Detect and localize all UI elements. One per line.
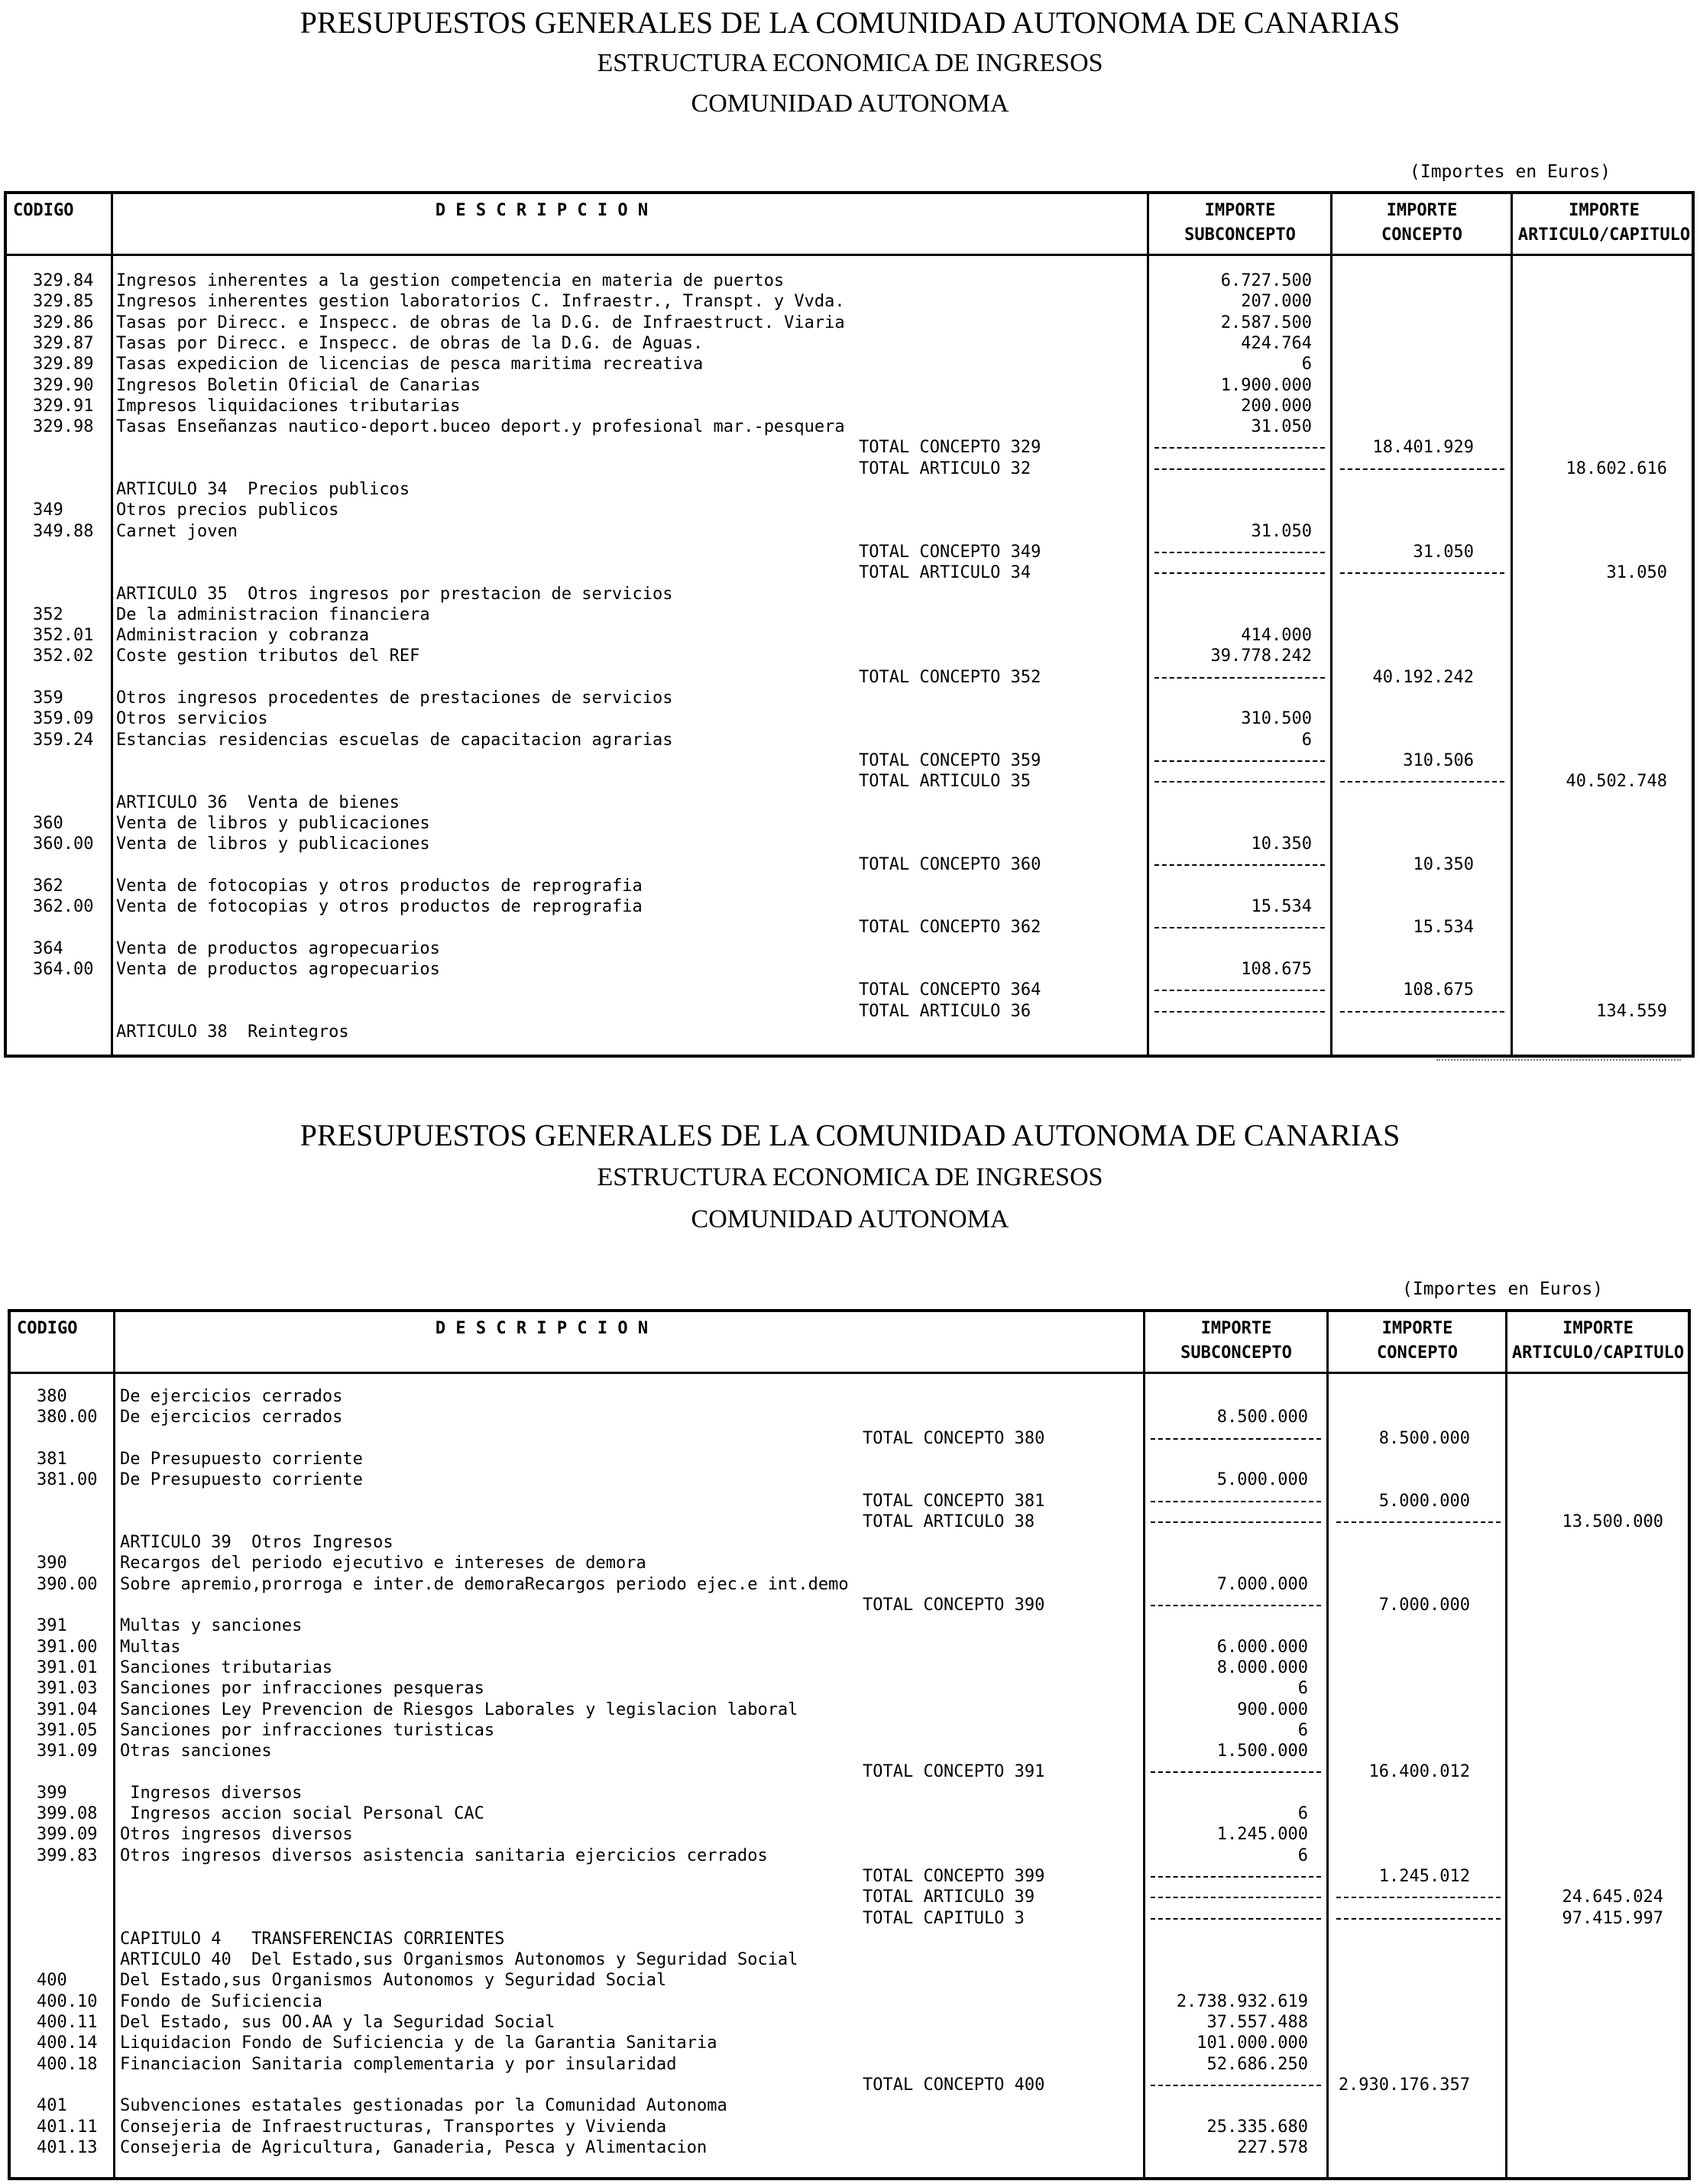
row-code: 360: [33, 813, 63, 833]
row-description: ARTICULO 36 Venta de bienes: [116, 792, 400, 812]
row-description: Otros ingresos procedentes de prestaciones de servicios: [116, 689, 673, 708]
row-total-label: TOTAL ARTICULO 38: [863, 1512, 1035, 1531]
row-code: 352.02: [33, 646, 94, 666]
importe-subconcepto: 10.350: [1251, 834, 1312, 854]
row-description: Ingresos accion social Personal CAC: [120, 1804, 484, 1823]
table-row: [11, 1574, 1688, 1595]
importe-subconcepto: 8.000.000: [1216, 1657, 1308, 1677]
table-row: [7, 813, 1692, 834]
table-row: [7, 521, 1692, 542]
row-description: Del Estado, sus OO.AA y la Seguridad Social: [120, 2013, 555, 2032]
row-code: 401: [37, 2096, 67, 2116]
table-row: [11, 1512, 1688, 1532]
row-total-label: TOTAL CONCEPTO 391: [863, 1762, 1045, 1782]
dashed-rule: [1151, 1771, 1321, 1773]
row-total-label: TOTAL CONCEPTO 380: [863, 1428, 1045, 1448]
table-row: [11, 1428, 1688, 1449]
row-description: Multas: [120, 1637, 181, 1657]
row-total-label: TOTAL CONCEPTO 399: [863, 1866, 1045, 1886]
importe-concepto: 8.500.000: [1378, 1428, 1470, 1448]
table-row: [11, 1887, 1688, 1907]
table-row: [11, 1657, 1688, 1678]
table-row: [7, 854, 1692, 875]
row-description: Venta de fotocopias y otros productos de reprografia: [116, 876, 643, 896]
dashed-rule: [1340, 468, 1504, 470]
importe-subconcepto: 1.245.000: [1216, 1825, 1308, 1845]
row-description: Sanciones tributarias: [120, 1657, 333, 1677]
table-row: [11, 1678, 1688, 1699]
row-description: Subvenciones estatales gestionadas por la Comunidad Autonoma: [120, 2096, 727, 2116]
table-row: [11, 1470, 1688, 1490]
row-code: 352.01: [33, 626, 94, 646]
row-code: 380: [37, 1387, 67, 1406]
row-code: 400: [37, 1971, 67, 1991]
importe-subconcepto: 227.578: [1237, 2137, 1308, 2157]
row-description: De Presupuesto corriente: [120, 1449, 363, 1469]
importe-subconcepto: 6: [1297, 1679, 1308, 1699]
row-description: Multas y sanciones: [120, 1616, 303, 1636]
budget-table: [8, 1309, 1691, 2180]
row-code: 391.05: [37, 1720, 98, 1740]
row-description: ARTICULO 35 Otros ingresos por prestacion de servicios: [116, 584, 673, 604]
row-code: 391.00: [37, 1637, 98, 1657]
row-code: 391.03: [37, 1679, 98, 1699]
row-code: 362.00: [33, 897, 94, 916]
importe-concepto: 16.400.012: [1368, 1762, 1470, 1782]
dashed-rule: [1336, 1521, 1501, 1523]
row-code: 390.00: [37, 1574, 98, 1594]
row-total-label: TOTAL CONCEPTO 349: [859, 542, 1041, 562]
importe-subconcepto: 207.000: [1241, 292, 1312, 312]
table-row: [11, 1386, 1688, 1407]
importe-concepto: 310.506: [1403, 750, 1474, 770]
row-description: ARTICULO 38 Reintegros: [116, 1022, 349, 1042]
row-description: Consejeria de Infraestructuras, Transportes y Vivienda: [120, 2117, 667, 2137]
dashed-rule: [1154, 447, 1325, 449]
importe-concepto: 5.000.000: [1378, 1491, 1470, 1511]
row-description: ARTICULO 40 Del Estado,sus Organismos Autonomos y Seguridad Social: [120, 1950, 798, 1970]
row-total-label: TOTAL CAPITULO 3: [863, 1908, 1025, 1928]
row-description: De ejercicios cerrados: [120, 1387, 343, 1406]
row-description: Financiacion Sanitaria complementaria y por insularidad: [120, 2054, 677, 2074]
dashed-rule: [1154, 1011, 1325, 1013]
document-title: PRESUPUESTOS GENERALES DE LA COMUNIDAD AUTONOMA DE CANARIAS: [300, 1118, 1400, 1152]
table-row: [7, 688, 1692, 708]
row-code: 329.87: [33, 333, 94, 353]
importe-subconcepto: 7.000.000: [1216, 1574, 1308, 1594]
importe-concepto: 1.245.012: [1378, 1866, 1470, 1886]
row-code: 391.09: [37, 1742, 98, 1761]
dashed-rule: [1154, 760, 1325, 762]
row-total-label: TOTAL CONCEPTO 360: [859, 855, 1041, 875]
table-row: [7, 792, 1692, 813]
document-subtitle-2: COMUNIDAD AUTONOMA: [691, 89, 1009, 118]
table-row: [7, 333, 1692, 354]
table-row: [7, 604, 1692, 625]
importe-subconcepto: 310.500: [1241, 709, 1312, 729]
row-description: Coste gestion tributos del REF: [116, 646, 420, 666]
importe-articulo: 13.500.000: [1562, 1512, 1663, 1531]
row-code: 329.85: [33, 292, 94, 312]
table-row: [7, 396, 1692, 416]
row-total-label: TOTAL CONCEPTO 381: [863, 1491, 1045, 1511]
importe-subconcepto: 6.727.500: [1220, 271, 1312, 290]
table-row: [11, 1783, 1688, 1803]
row-total-label: TOTAL CONCEPTO 400: [863, 2075, 1045, 2095]
document-subtitle: ESTRUCTURA ECONOMICA DE INGRESOS: [597, 1163, 1103, 1191]
document-subtitle: ESTRUCTURA ECONOMICA DE INGRESOS: [597, 49, 1103, 77]
importe-concepto: 15.534: [1413, 918, 1474, 938]
table-row: [7, 708, 1692, 729]
units-note: (Importes en Euros): [1410, 162, 1611, 182]
row-total-label: TOTAL CONCEPTO 359: [859, 750, 1041, 770]
row-code: 399.08: [37, 1804, 98, 1823]
row-description: Sanciones Ley Prevencion de Riesgos Laborales y legislacion laboral: [120, 1700, 798, 1719]
importe-subconcepto: 15.534: [1251, 897, 1312, 916]
table-row: [11, 1991, 1688, 2012]
table-row: [7, 584, 1692, 604]
row-total-label: TOTAL ARTICULO 36: [859, 1001, 1031, 1021]
header-importe-concepto: IMPORTE CONCEPTO: [1381, 201, 1462, 245]
table-row: [11, 1761, 1688, 1782]
dashed-rule: [1154, 552, 1325, 553]
table-row: [11, 1949, 1688, 1970]
dashed-rule: [1154, 468, 1325, 470]
row-code: 364: [33, 938, 63, 958]
importe-subconcepto: 424.764: [1241, 333, 1312, 353]
dashed-rule: [1340, 572, 1504, 574]
row-description: Sanciones por infracciones pesqueras: [120, 1679, 484, 1699]
row-total-label: TOTAL ARTICULO 39: [863, 1888, 1035, 1907]
dashed-rule: [1151, 1438, 1321, 1440]
row-code: 391.04: [37, 1700, 98, 1719]
importe-subconcepto: 6: [1301, 355, 1312, 374]
row-description: Impresos liquidaciones tributarias: [116, 396, 461, 416]
table-row: [7, 980, 1692, 1000]
table-row: [7, 354, 1692, 374]
row-code: 399.83: [37, 1845, 98, 1865]
header-importe-subconcepto: IMPORTE SUBCONCEPTO: [1184, 201, 1296, 245]
table-row: [7, 313, 1692, 333]
importe-subconcepto: 414.000: [1241, 626, 1312, 646]
row-code: 352: [33, 604, 63, 624]
table-row: [7, 876, 1692, 896]
table-row: [11, 2054, 1688, 2075]
row-code: 329.86: [33, 313, 94, 332]
importe-articulo: 18.602.616: [1566, 459, 1667, 478]
importe-subconcepto: 52.686.250: [1206, 2054, 1308, 2074]
row-code: 329.98: [33, 417, 94, 437]
dashed-rule: [1154, 864, 1325, 866]
row-description: De ejercicios cerrados: [120, 1408, 343, 1427]
dashed-rule: [1151, 2085, 1321, 2086]
row-code: 329.84: [33, 271, 94, 290]
table-row: [7, 291, 1692, 312]
row-description: Venta de productos agropecuarios: [116, 938, 440, 958]
dashed-rule: [1154, 990, 1325, 991]
importe-subconcepto: 900.000: [1237, 1700, 1308, 1719]
row-description: Tasas Enseñanzas nautico-deport.buceo deport.y profesional mar.-pesquera: [116, 417, 845, 437]
header-importe-articulo-capitulo: IMPORTE ARTICULO/CAPITULO: [1517, 201, 1691, 245]
importe-subconcepto: 39.778.242: [1210, 646, 1312, 666]
importe-articulo: 31.050: [1606, 563, 1667, 583]
table-row: [11, 1491, 1688, 1512]
row-code: 359.24: [33, 730, 94, 750]
row-code: 359.09: [33, 709, 94, 729]
table-row: [11, 2012, 1688, 2033]
row-description: ARTICULO 39 Otros Ingresos: [120, 1533, 393, 1553]
dashed-rule: [1340, 781, 1504, 783]
table-row: [11, 2095, 1688, 2116]
dashed-rule: [1151, 1501, 1321, 1502]
header-descripcion: D E S C R I P C I O N: [435, 201, 649, 220]
importe-concepto: 108.675: [1403, 980, 1474, 1000]
table-row: [11, 1824, 1688, 1845]
row-code: 329.90: [33, 375, 94, 395]
row-code: 400.11: [37, 2013, 98, 2032]
importe-subconcepto: 8.500.000: [1216, 1408, 1308, 1427]
table-row: [7, 917, 1692, 938]
importe-subconcepto: 1.900.000: [1220, 375, 1312, 395]
row-code: 399: [37, 1783, 67, 1803]
row-code: 400.18: [37, 2054, 98, 2074]
row-description: Fondo de Suficiencia: [120, 1991, 322, 2011]
importe-articulo: 134.559: [1596, 1001, 1667, 1021]
row-total-label: TOTAL ARTICULO 34: [859, 563, 1031, 583]
row-code: 380.00: [37, 1408, 98, 1427]
importe-concepto: 10.350: [1413, 855, 1474, 875]
importe-subconcepto: 6: [1297, 1720, 1308, 1740]
dashed-rule: [1154, 927, 1325, 928]
row-total-label: TOTAL CONCEPTO 329: [859, 438, 1041, 458]
table-row: [11, 1866, 1688, 1887]
header-importe-subconcepto: IMPORTE SUBCONCEPTO: [1180, 1319, 1292, 1363]
row-description: Tasas por Direcc. e Inspecc. de obras de la D.G. de Infraestruct. Viaria: [116, 313, 845, 332]
importe-concepto: 7.000.000: [1378, 1596, 1470, 1615]
table-row: [11, 1970, 1688, 1991]
row-description: Otros ingresos diversos: [120, 1825, 353, 1845]
importe-articulo: 97.415.997: [1562, 1908, 1663, 1928]
row-description: Recargos del periodo ejecutivo e intereses de demora: [120, 1554, 646, 1573]
row-description: ARTICULO 34 Precios publicos: [116, 480, 410, 499]
row-description: CAPITULO 4 TRANSFERENCIAS CORRIENTES: [120, 1929, 505, 1949]
row-total-label: TOTAL ARTICULO 32: [859, 459, 1031, 478]
table-row: [7, 625, 1692, 646]
importe-subconcepto: 2.587.500: [1220, 313, 1312, 332]
dashed-rule: [1151, 1876, 1321, 1878]
row-code: 400.10: [37, 1991, 98, 2011]
row-code: 399.09: [37, 1825, 98, 1845]
importe-subconcepto: 25.335.680: [1206, 2117, 1308, 2137]
row-description: Venta de fotocopias y otros productos de reprografia: [116, 897, 643, 916]
table-row: [7, 562, 1692, 583]
table-row: [11, 1595, 1688, 1615]
budget-table: [4, 191, 1695, 1058]
table-row: [7, 542, 1692, 562]
table-row: [7, 938, 1692, 959]
units-note: (Importes en Euros): [1402, 1279, 1604, 1299]
table-row: [11, 1803, 1688, 1824]
importe-subconcepto: 108.675: [1241, 959, 1312, 979]
row-description: Venta de libros y publicaciones: [116, 813, 430, 833]
row-description: Liquidacion Fondo de Suficiencia y de la Garantia Sanitaria: [120, 2033, 717, 2053]
row-description: Ingresos Boletin Oficial de Canarias: [116, 375, 481, 395]
header-descripcion: D E S C R I P C I O N: [435, 1319, 649, 1338]
importe-subconcepto: 6: [1297, 1804, 1308, 1823]
importe-subconcepto: 6.000.000: [1216, 1637, 1308, 1657]
row-description: Otros servicios: [116, 709, 268, 729]
table-row: [7, 437, 1692, 458]
row-code: 381.00: [37, 1470, 98, 1490]
importe-subconcepto: 31.050: [1251, 417, 1312, 437]
table-row: [11, 1407, 1688, 1427]
row-description: Otros precios publicos: [116, 501, 339, 520]
row-code: 329.91: [33, 396, 94, 416]
table-row: [11, 2033, 1688, 2053]
row-description: Sanciones por infracciones turisticas: [120, 1720, 495, 1740]
table-row: [7, 959, 1692, 980]
table-row: [7, 459, 1692, 479]
table-row: [7, 416, 1692, 437]
dashed-rule: [1154, 572, 1325, 574]
row-code: 381: [37, 1449, 67, 1469]
row-description: Otras sanciones: [120, 1742, 272, 1761]
document-subtitle-2: COMUNIDAD AUTONOMA: [691, 1205, 1009, 1233]
dashed-rule: [1151, 1918, 1321, 1920]
table-row: [11, 1637, 1688, 1657]
table-row: [7, 896, 1692, 917]
dashed-rule: [1336, 1918, 1501, 1920]
row-total-label: TOTAL CONCEPTO 362: [859, 918, 1041, 938]
table-row: [11, 1615, 1688, 1636]
table-row: [7, 1022, 1692, 1042]
importe-subconcepto: 6: [1297, 1845, 1308, 1865]
table-row: [11, 1845, 1688, 1866]
dashed-rule: [1154, 677, 1325, 679]
row-description: Venta de libros y publicaciones: [116, 834, 430, 854]
importe-articulo: 40.502.748: [1566, 772, 1667, 792]
table-row: [7, 375, 1692, 396]
table-row: [7, 271, 1692, 291]
importe-subconcepto: 37.557.488: [1206, 2013, 1308, 2032]
row-description: De la administracion financiera: [116, 604, 430, 624]
importe-subconcepto: 1.500.000: [1216, 1742, 1308, 1761]
dashed-rule: [1151, 1605, 1321, 1606]
importe-articulo: 24.645.024: [1562, 1888, 1663, 1907]
table-row: [7, 771, 1692, 792]
table-row: [11, 1700, 1688, 1720]
row-code: 349: [33, 501, 63, 520]
row-code: 400.14: [37, 2033, 98, 2053]
row-code: 391.01: [37, 1657, 98, 1677]
row-code: 359: [33, 689, 63, 708]
dashed-rule: [1336, 1897, 1501, 1898]
row-code: 349.88: [33, 521, 94, 541]
row-total-label: TOTAL CONCEPTO 352: [859, 667, 1041, 687]
row-description: Del Estado,sus Organismos Autonomos y Seguridad Social: [120, 1971, 667, 1991]
dashed-rule: [1151, 1521, 1321, 1523]
row-code: 390: [37, 1554, 67, 1573]
table-row: [11, 2075, 1688, 2095]
header-codigo: CODIGO: [13, 201, 74, 220]
row-description: De Presupuesto corriente: [120, 1470, 363, 1490]
row-description: Administracion y cobranza: [116, 626, 370, 646]
row-description: Ingresos diversos: [120, 1783, 303, 1803]
row-code: 401.11: [37, 2117, 98, 2137]
table-row: [11, 1449, 1688, 1470]
table-row: [7, 667, 1692, 688]
importe-concepto: 2.930.176.357: [1338, 2075, 1470, 2095]
importe-concepto: 40.192.242: [1372, 667, 1474, 687]
importe-subconcepto: 6: [1301, 730, 1312, 750]
importe-concepto: 31.050: [1413, 542, 1474, 562]
dashed-rule: [1151, 1897, 1321, 1898]
row-description: Tasas expedicion de licencias de pesca maritima recreativa: [116, 355, 704, 374]
table-row: [11, 2137, 1688, 2158]
table-row: [7, 1001, 1692, 1022]
dashed-rule: [1154, 781, 1325, 783]
row-code: 364.00: [33, 959, 94, 979]
table-row: [7, 834, 1692, 854]
row-description: Estancias residencias escuelas de capacitacion agrarias: [116, 730, 673, 750]
table-row: [11, 2117, 1688, 2137]
row-code: 362: [33, 876, 63, 896]
row-description: Tasas por Direcc. e Inspecc. de obras de la D.G. de Aguas.: [116, 333, 704, 353]
row-description: Otros ingresos diversos asistencia sanitaria ejercicios cerrados: [120, 1845, 768, 1865]
row-total-label: TOTAL CONCEPTO 364: [859, 980, 1041, 1000]
header-importe-concepto: IMPORTE CONCEPTO: [1377, 1319, 1458, 1363]
table-row: [11, 1741, 1688, 1761]
row-code: 360.00: [33, 834, 94, 854]
importe-subconcepto: 2.738.932.619: [1176, 1991, 1308, 2011]
row-description: Ingresos inherentes gestion laboratorios C. Infraestr., Transpt. y Vvda.: [116, 292, 845, 312]
table-row: [7, 730, 1692, 750]
table-row: [11, 1532, 1688, 1553]
row-code: 401.13: [37, 2137, 98, 2157]
importe-subconcepto: 101.000.000: [1196, 2033, 1308, 2053]
table-row: [7, 750, 1692, 771]
importe-concepto: 18.401.929: [1372, 438, 1474, 458]
table-row: [11, 1553, 1688, 1573]
table-row: [11, 1908, 1688, 1929]
header-codigo: CODIGO: [17, 1319, 78, 1338]
row-description: Venta de productos agropecuarios: [116, 959, 440, 979]
importe-subconcepto: 200.000: [1241, 396, 1312, 416]
table-row: [7, 500, 1692, 520]
document-title: PRESUPUESTOS GENERALES DE LA COMUNIDAD AUTONOMA DE CANARIAS: [300, 5, 1400, 40]
row-code: 329.89: [33, 355, 94, 374]
row-code: 391: [37, 1616, 67, 1636]
table-row: [7, 646, 1692, 666]
row-description: Sobre apremio,prorroga e inter.de demoraRecargos periodo ejec.e int.demo: [120, 1574, 849, 1594]
importe-subconcepto: 5.000.000: [1216, 1470, 1308, 1490]
row-total-label: TOTAL ARTICULO 35: [859, 772, 1031, 792]
importe-subconcepto: 31.050: [1251, 521, 1312, 541]
table-row: [11, 1929, 1688, 1949]
row-description: Consejeria de Agricultura, Ganaderia, Pesca y Alimentacion: [120, 2137, 708, 2157]
table-row: [7, 479, 1692, 500]
table-row: [11, 1720, 1688, 1741]
header-importe-articulo-capitulo: IMPORTE ARTICULO/CAPITULO: [1511, 1319, 1685, 1363]
row-description: Carnet joven: [116, 521, 238, 541]
dashed-rule: [1340, 1011, 1504, 1013]
row-description: Ingresos inherentes a la gestion competencia en materia de puertos: [116, 271, 785, 290]
row-total-label: TOTAL CONCEPTO 390: [863, 1596, 1045, 1615]
